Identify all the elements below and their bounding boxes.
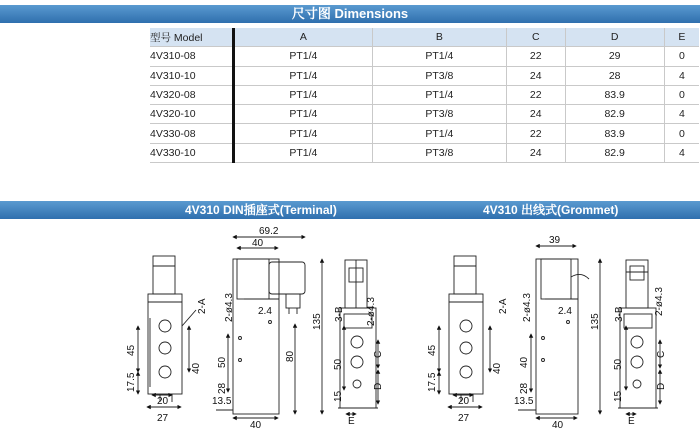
- cell-b: PT3/8: [372, 143, 506, 162]
- dim-label: 13.5: [212, 396, 232, 407]
- dim-label: 40: [191, 362, 202, 374]
- dim-label: 13.5: [514, 396, 534, 407]
- terminal-drawing-title: 4V310 DIN插座式(Terminal): [185, 203, 337, 217]
- table-row: [150, 105, 699, 124]
- dim-label: 40: [552, 420, 564, 428]
- cell-model: 4V320-08: [150, 85, 234, 104]
- cell-e: 0: [664, 124, 699, 143]
- dim-label: 2-ø4.3: [366, 297, 377, 326]
- cell-model: 4V330-08: [150, 124, 234, 143]
- din-end-view: [338, 260, 378, 414]
- cell-a: PT1/4: [234, 105, 373, 124]
- cell-e: 4: [664, 105, 699, 124]
- dim-label: 45: [427, 344, 438, 356]
- cell-model: 4V330-10: [150, 143, 234, 162]
- cell-b: PT1/4: [372, 85, 506, 104]
- dim-label: 50: [613, 358, 624, 370]
- dim-label: 39: [549, 235, 561, 246]
- grommet-drawing-title: 4V310 出线式(Grommet): [483, 203, 619, 217]
- dim-label: D: [656, 382, 667, 390]
- dim-label: 20: [157, 396, 169, 407]
- cell-d: 82.9: [565, 143, 664, 162]
- col-b: B: [372, 28, 506, 47]
- table-row: [150, 66, 699, 85]
- dim-label: 50: [333, 358, 344, 370]
- cell-c: 24: [506, 143, 565, 162]
- cell-a: PT1/4: [234, 143, 373, 162]
- grommet-end-view: [618, 260, 660, 414]
- cell-a: PT1/4: [234, 66, 373, 85]
- dim-label: 28: [519, 382, 530, 394]
- page-title: 尺寸图 Dimensions: [291, 6, 409, 21]
- dim-label: 17.5: [427, 372, 438, 392]
- dim-label: 40: [252, 238, 264, 249]
- dim-label: E: [348, 416, 355, 427]
- cell-model: 4V310-08: [150, 47, 234, 66]
- dim-label: 20: [458, 396, 470, 407]
- table-row: [150, 143, 699, 162]
- cell-c: 22: [506, 47, 565, 66]
- table-row: [150, 85, 699, 104]
- dim-label: 27: [157, 413, 169, 424]
- dim-label: 2-A: [197, 298, 208, 314]
- dim-label: E: [628, 416, 635, 427]
- cell-model: 4V310-10: [150, 66, 234, 85]
- dimensions-table: [150, 28, 699, 163]
- cell-b: PT1/4: [372, 47, 506, 66]
- grommet-front-view: [518, 246, 600, 418]
- dim-label: 2-A: [498, 298, 509, 314]
- dim-label: 45: [126, 344, 137, 356]
- dim-label: 2-ø4.3: [224, 293, 235, 322]
- dim-label: 135: [590, 313, 601, 330]
- dim-label: 15: [333, 390, 344, 402]
- cell-c: 22: [506, 124, 565, 143]
- din-front-view: [216, 237, 322, 418]
- dim-label: 2.4: [258, 306, 272, 317]
- dim-label: 28: [217, 382, 228, 394]
- dim-label: C: [656, 350, 667, 358]
- drawings-header-bar: [0, 201, 700, 219]
- col-e: E: [664, 28, 699, 47]
- dim-label: 27: [458, 413, 470, 424]
- cell-a: PT1/4: [234, 85, 373, 104]
- cell-a: PT1/4: [234, 47, 373, 66]
- cell-a: PT1/4: [234, 124, 373, 143]
- cell-e: 4: [664, 66, 699, 85]
- cell-c: 24: [506, 66, 565, 85]
- dimension-drawings: [0, 222, 700, 428]
- col-d: D: [565, 28, 664, 47]
- table-header-row: [150, 28, 699, 47]
- din-side-view: [138, 256, 196, 407]
- dim-label: 2.4: [558, 306, 572, 317]
- dim-label: 50: [217, 356, 228, 368]
- cell-model: 4V320-10: [150, 105, 234, 124]
- dim-label: 3-B: [614, 306, 625, 322]
- grommet-side-view: [439, 256, 490, 407]
- cell-d: 83.9: [565, 124, 664, 143]
- table-row: [150, 124, 699, 143]
- dim-label: 80: [285, 350, 296, 362]
- dim-label: D: [373, 382, 384, 390]
- dim-label: 17.5: [126, 372, 137, 392]
- cell-d: 83.9: [565, 85, 664, 104]
- dim-label: 135: [312, 313, 323, 330]
- dim-label: 15: [613, 390, 624, 402]
- col-model: 型号 Model: [150, 28, 234, 47]
- dim-label: 40: [519, 356, 530, 368]
- table-row: [150, 47, 699, 66]
- dim-label: 2-ø4.3: [522, 293, 533, 322]
- dim-label: 3-B: [334, 306, 345, 322]
- dim-label: C: [373, 350, 384, 358]
- cell-d: 28: [565, 66, 664, 85]
- header-bar: [0, 5, 700, 23]
- cell-b: PT1/4: [372, 124, 506, 143]
- cell-d: 82.9: [565, 105, 664, 124]
- dim-label: 69.2: [259, 226, 279, 237]
- cell-b: PT3/8: [372, 105, 506, 124]
- cell-d: 29: [565, 47, 664, 66]
- cell-e: 4: [664, 143, 699, 162]
- cell-c: 22: [506, 85, 565, 104]
- dim-label: 40: [250, 420, 262, 428]
- cell-e: 0: [664, 47, 699, 66]
- cell-e: 0: [664, 85, 699, 104]
- dim-label: 40: [492, 362, 503, 374]
- cell-b: PT3/8: [372, 66, 506, 85]
- cell-c: 24: [506, 105, 565, 124]
- col-a: A: [234, 28, 373, 47]
- col-c: C: [506, 28, 565, 47]
- dim-label: 2-ø4.3: [654, 287, 665, 316]
